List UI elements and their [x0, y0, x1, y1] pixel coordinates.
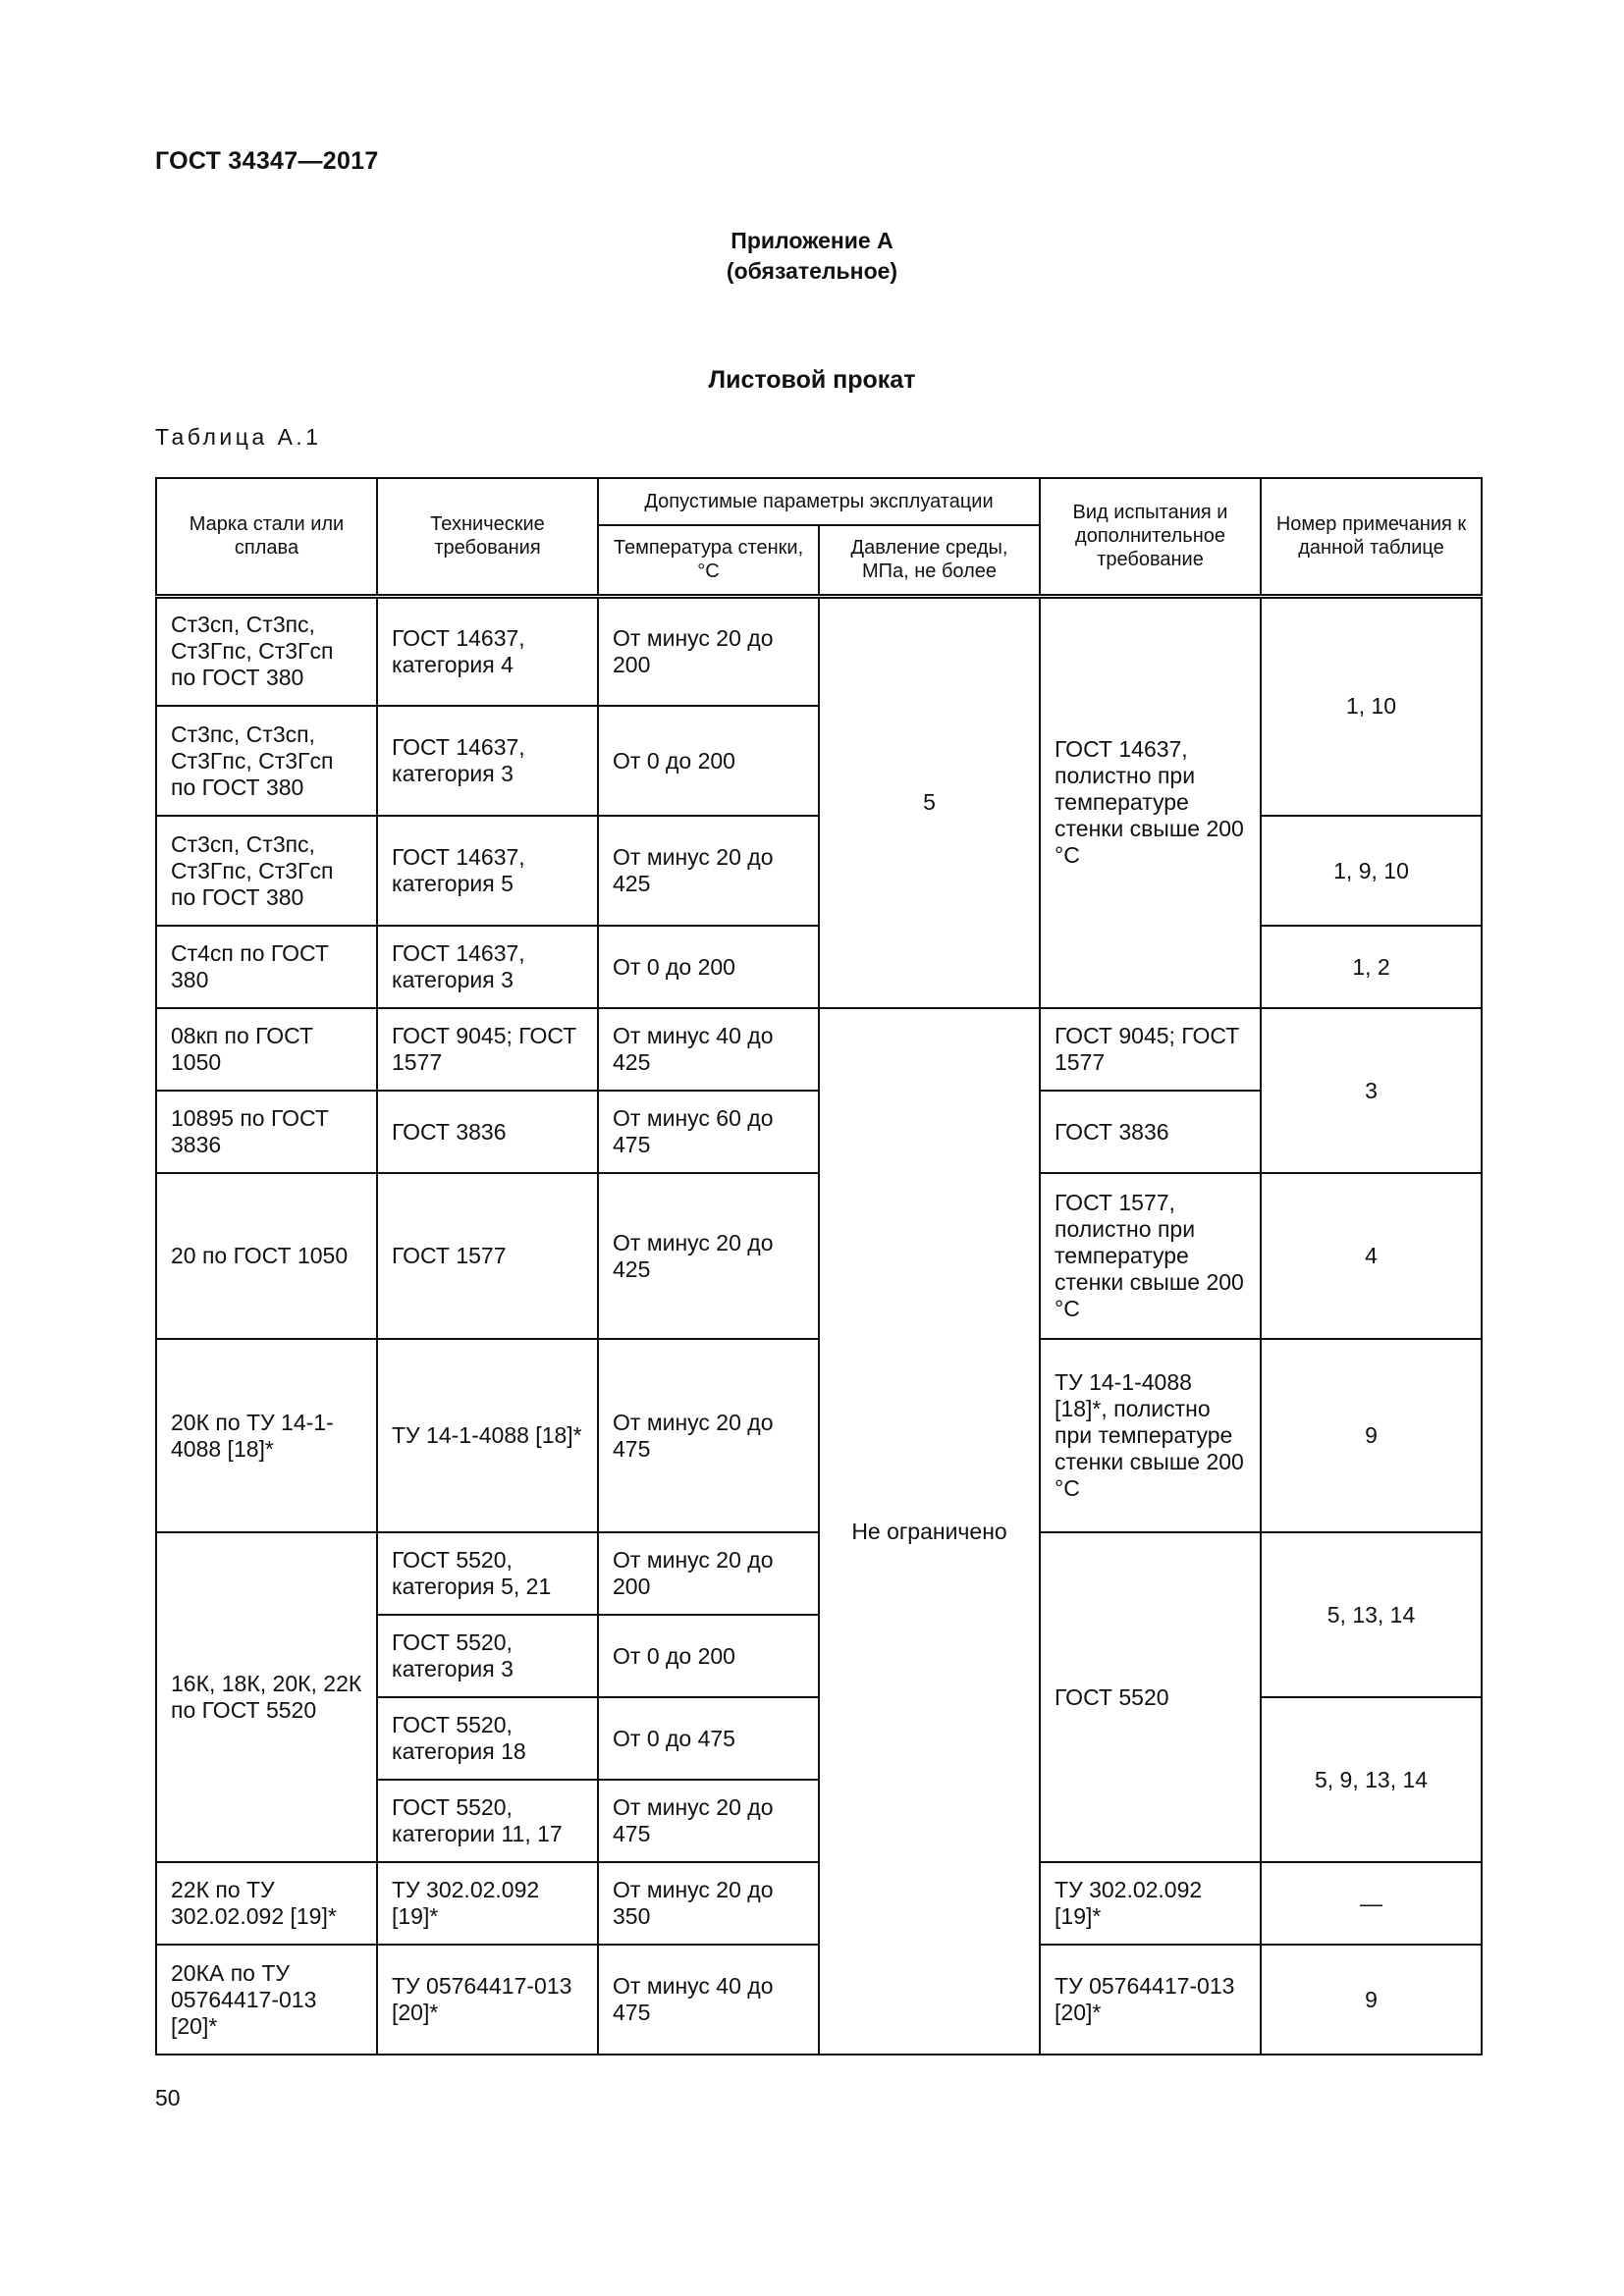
- test-cell: ГОСТ 9045; ГОСТ 1577: [1040, 1008, 1261, 1091]
- note-cell: —: [1261, 1862, 1482, 1945]
- tech-req-cell: ГОСТ 5520, категория 5, 21: [377, 1532, 598, 1615]
- header-grade: Марка стали или сплава: [156, 478, 377, 596]
- header-note: Номер примечания к данной таблице: [1261, 478, 1482, 596]
- tech-req-cell: ГОСТ 14637, категория 3: [377, 706, 598, 816]
- pressure-cell: Не ограничено: [819, 1008, 1040, 2055]
- grade-cell: 08кп по ГОСТ 1050: [156, 1008, 377, 1091]
- grade-cell: 20КА по ТУ 05764417-013 [20]*: [156, 1945, 377, 2055]
- steel-grades-table: [155, 477, 1483, 2056]
- header-temp: Температура стенки, °С: [598, 525, 819, 596]
- tech-req-cell: ГОСТ 1577: [377, 1173, 598, 1339]
- temp-cell: От 0 до 200: [598, 1615, 819, 1697]
- temp-cell: От минус 20 до 425: [598, 1173, 819, 1339]
- note-cell: 1, 9, 10: [1261, 816, 1482, 926]
- test-cell: ГОСТ 5520: [1040, 1532, 1261, 1862]
- grade-cell: 22К по ТУ 302.02.092 [19]*: [156, 1862, 377, 1945]
- grade-cell: 20К по ТУ 14-1-4088 [18]*: [156, 1339, 377, 1532]
- temp-cell: От минус 20 до 425: [598, 816, 819, 926]
- tech-req-cell: ТУ 14-1-4088 [18]*: [377, 1339, 598, 1532]
- grade-cell: 10895 по ГОСТ 3836: [156, 1091, 377, 1173]
- temp-cell: От 0 до 475: [598, 1697, 819, 1780]
- test-cell: ТУ 05764417-013 [20]*: [1040, 1945, 1261, 2055]
- table-caption: Таблица А.1: [155, 424, 322, 450]
- test-cell: ГОСТ 3836: [1040, 1091, 1261, 1173]
- appendix-status: (обязательное): [726, 258, 898, 284]
- tech-req-cell: ГОСТ 14637, категория 5: [377, 816, 598, 926]
- grade-cell: 16К, 18К, 20К, 22К по ГОСТ 5520: [156, 1532, 377, 1862]
- pressure-cell: 5: [819, 596, 1040, 1008]
- temp-cell: От минус 60 до 475: [598, 1091, 819, 1173]
- note-cell: 3: [1261, 1008, 1482, 1173]
- tech-req-cell: ГОСТ 5520, категории 11, 17: [377, 1780, 598, 1862]
- grade-cell: Ст3сп, Ст3пс, Ст3Гпс, Ст3Гсп по ГОСТ 380: [156, 816, 377, 926]
- note-cell: 5, 13, 14: [1261, 1532, 1482, 1697]
- test-cell: ГОСТ 1577, полистно при температуре стенки свыше 200 °С: [1040, 1173, 1261, 1339]
- grade-cell: Ст4сп по ГОСТ 380: [156, 926, 377, 1008]
- header-row: [156, 478, 1482, 525]
- temp-cell: От минус 20 до 200: [598, 596, 819, 706]
- note-cell: 1, 10: [1261, 596, 1482, 816]
- page-number: 50: [155, 2085, 181, 2110]
- header-tech-req: Технические требования: [377, 478, 598, 596]
- header-params: Допустимые параметры эксплуатации: [598, 478, 1040, 525]
- grade-cell: 20 по ГОСТ 1050: [156, 1173, 377, 1339]
- temp-cell: От минус 20 до 200: [598, 1532, 819, 1615]
- header-pressure: Давление среды, МПа, не более: [819, 525, 1040, 596]
- temp-cell: От минус 40 до 425: [598, 1008, 819, 1091]
- note-cell: 1, 2: [1261, 926, 1482, 1008]
- temp-cell: От минус 20 до 475: [598, 1780, 819, 1862]
- test-cell: ТУ 302.02.092 [19]*: [1040, 1862, 1261, 1945]
- tech-req-cell: ТУ 302.02.092 [19]*: [377, 1862, 598, 1945]
- section-title: Листовой прокат: [708, 366, 916, 394]
- temp-cell: От 0 до 200: [598, 706, 819, 816]
- tech-req-cell: ГОСТ 9045; ГОСТ 1577: [377, 1008, 598, 1091]
- note-cell: 9: [1261, 1945, 1482, 2055]
- note-cell: 4: [1261, 1173, 1482, 1339]
- table-row: [156, 596, 1482, 706]
- test-cell: ТУ 14-1-4088 [18]*, полистно при температуре стенки свыше 200 °С: [1040, 1339, 1261, 1532]
- temp-cell: От минус 20 до 475: [598, 1339, 819, 1532]
- tech-req-cell: ГОСТ 14637, категория 4: [377, 596, 598, 706]
- note-cell: 5, 9, 13, 14: [1261, 1697, 1482, 1862]
- test-cell: ГОСТ 14637, полистно при температуре стенки свыше 200 °С: [1040, 596, 1261, 1008]
- appendix-title: Приложение А: [731, 228, 893, 253]
- note-cell: 9: [1261, 1339, 1482, 1532]
- temp-cell: От минус 40 до 475: [598, 1945, 819, 2055]
- table-row: [156, 1008, 1482, 1091]
- tech-req-cell: ГОСТ 3836: [377, 1091, 598, 1173]
- tech-req-cell: ГОСТ 14637, категория 3: [377, 926, 598, 1008]
- temp-cell: От 0 до 200: [598, 926, 819, 1008]
- grade-cell: Ст3сп, Ст3пс, Ст3Гпс, Ст3Гсп по ГОСТ 380: [156, 596, 377, 706]
- header-test: Вид испытания и дополнительное требование: [1040, 478, 1261, 596]
- grade-cell: Ст3пс, Ст3сп, Ст3Гпс, Ст3Гсп по ГОСТ 380: [156, 706, 377, 816]
- tech-req-cell: ГОСТ 5520, категория 3: [377, 1615, 598, 1697]
- tech-req-cell: ТУ 05764417-013 [20]*: [377, 1945, 598, 2055]
- temp-cell: От минус 20 до 350: [598, 1862, 819, 1945]
- tech-req-cell: ГОСТ 5520, категория 18: [377, 1697, 598, 1780]
- document-code: ГОСТ 34347—2017: [155, 147, 379, 175]
